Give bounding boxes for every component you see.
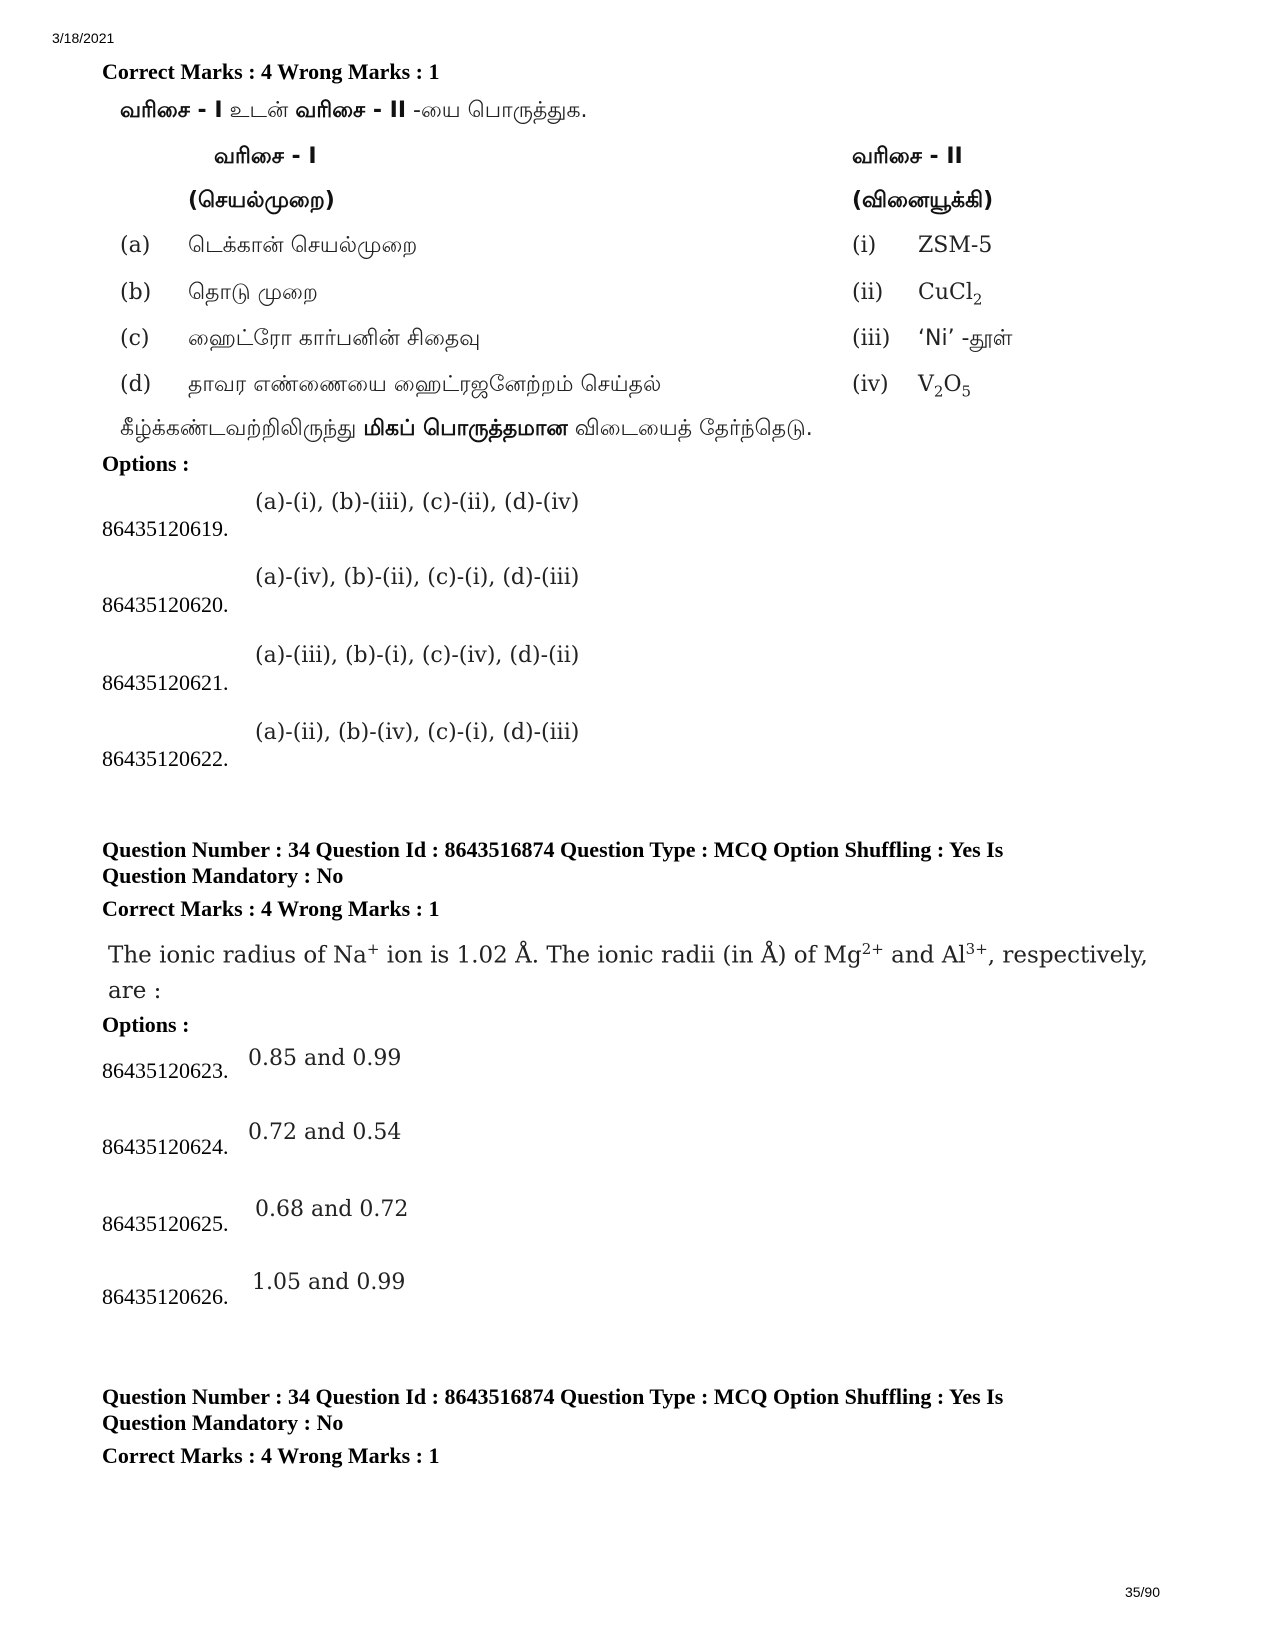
q1-instruction-col2: வரிசை - II: [295, 98, 407, 123]
q2-header-line1: Question Number : 34 Question Id : 8643516874 Question Type : MCQ Option Shuffling : Yes Is: [102, 837, 1004, 862]
list1-subtitle: (செயல்முறை): [188, 188, 335, 213]
list1-title: வரிசை - I: [214, 144, 317, 169]
row-b-catalyst: CuCl$_2$: [918, 280, 983, 309]
q2-option-4-text[interactable]: 1.05 and 0.99: [252, 1270, 406, 1295]
q2-marks: Correct Marks : 4 Wrong Marks : 1: [102, 896, 440, 921]
q2-option-3-id: 86435120625.: [102, 1211, 229, 1236]
q1-instruction-end: -யை பொருத்துக.: [406, 98, 588, 123]
q1-option-4-text[interactable]: (a)-(ii), (b)-(iv), (c)-(i), (d)-(iii): [255, 720, 580, 745]
row-c-label: (c): [120, 326, 150, 351]
row-c-text: ஹைட்ரோ கார்பனின் சிதைவு: [188, 326, 481, 351]
row-b-num: (ii): [852, 280, 884, 305]
row-b-text: தொடு முறை: [188, 280, 318, 305]
q1-instruction: [120, 98, 588, 126]
row-a-num: (i): [852, 233, 877, 258]
q3-header-line2: Question Mandatory : No: [102, 1410, 344, 1435]
row-b-label: (b): [120, 280, 152, 305]
q3-marks: Correct Marks : 4 Wrong Marks : 1: [102, 1443, 440, 1468]
q1-option-1-id: 86435120619.: [102, 516, 229, 541]
q2-option-1-id: 86435120623.: [102, 1058, 229, 1083]
row-d-catalyst: $V_2O_5$: [918, 372, 972, 401]
q1-option-3-text[interactable]: (a)-(iii), (b)-(i), (c)-(iv), (d)-(ii): [255, 643, 580, 668]
q1-option-2-id: 86435120620.: [102, 592, 229, 617]
row-d-text: தாவர எண்ணையை ஹைட்ரஜனேற்றம் செய்தல்: [188, 372, 662, 397]
row-a-text: டெக்கான் செயல்முறை: [188, 233, 418, 258]
q1-choose-instruction: கீழ்க்கண்டவற்றிலிருந்து மிகப் பொருத்தமான விடையைத் தேர்ந்தெடு.: [120, 416, 813, 441]
q2-option-2-text[interactable]: 0.72 and 0.54: [248, 1120, 402, 1145]
q2-header-line2: Question Mandatory : No: [102, 863, 344, 888]
q2-option-2-id: 86435120624.: [102, 1134, 229, 1159]
q1-option-2-text[interactable]: (a)-(iv), (b)-(ii), (c)-(i), (d)-(iii): [255, 565, 580, 590]
q1-option-3-id: 86435120621.: [102, 670, 229, 695]
row-a-label: (a): [120, 233, 151, 258]
q2-question-text: The ionic radius of Na+ ion is 1.02 Å. The ionic radii (in Å) of $Mg^{2+}$ and $Al^{3+}$, respectively,: [108, 940, 1148, 969]
list2-title: வரிசை - II: [852, 144, 963, 169]
q2-options-label: Options :: [102, 1012, 190, 1037]
row-a-catalyst: ZSM-5: [918, 233, 993, 258]
q1-options-label: Options :: [102, 451, 190, 476]
row-d-num: (iv): [852, 372, 889, 397]
print-date: 3/18/2021: [52, 30, 115, 46]
q2-option-3-text[interactable]: 0.68 and 0.72: [255, 1197, 409, 1222]
q2-option-4-id: 86435120626.: [102, 1284, 229, 1309]
page-number: 35/90: [1124, 1584, 1160, 1600]
q2-question-text-line2: are :: [108, 978, 162, 1004]
q3-header-line1: Question Number : 34 Question Id : 8643516874 Question Type : MCQ Option Shuffling : Yes Is: [102, 1384, 1004, 1409]
row-c-num: (iii): [852, 326, 891, 351]
q1-option-4-id: 86435120622.: [102, 746, 229, 771]
list2-subtitle: (வினையூக்கி): [852, 188, 994, 213]
q2-option-1-text[interactable]: 0.85 and 0.99: [248, 1046, 402, 1071]
q1-option-1-text[interactable]: (a)-(i), (b)-(iii), (c)-(ii), (d)-(iv): [255, 490, 580, 515]
q1-instruction-col1: வரிசை - I: [120, 98, 223, 123]
row-c-catalyst: ‘Ni’ -தூள்: [918, 326, 1013, 351]
q1-instruction-mid: உடன்: [222, 98, 296, 123]
q1-marks: Correct Marks : 4 Wrong Marks : 1: [102, 59, 440, 84]
row-d-label: (d): [120, 372, 152, 397]
